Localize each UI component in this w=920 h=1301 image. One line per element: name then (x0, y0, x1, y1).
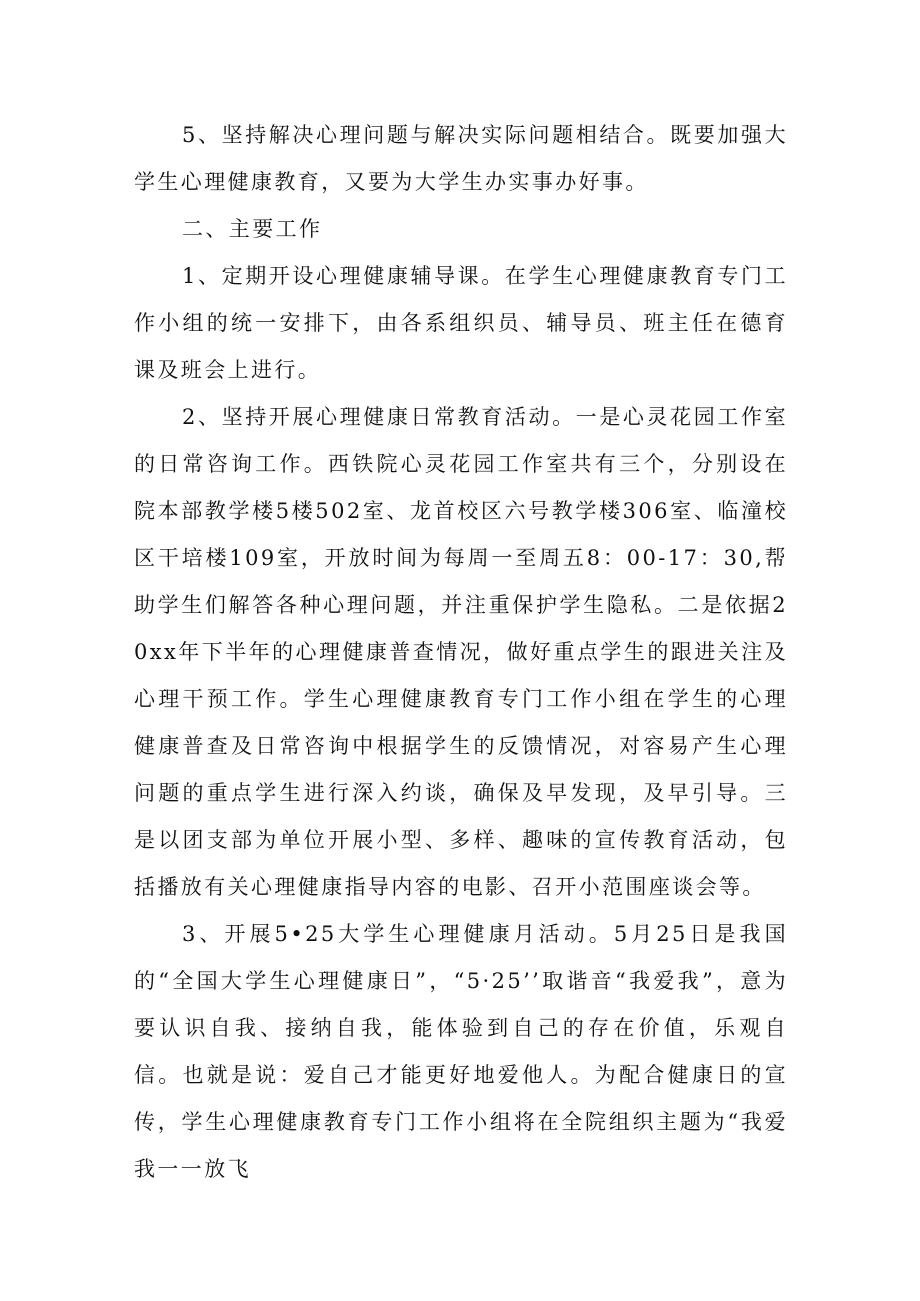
paragraph-work-1: 1、定期开设心理健康辅导课。在学生心理健康教育专门工作小组的统一安排下，由各系组织员、辅导员、班主任在德育课及班会上进行。 (134, 264, 788, 382)
section-heading-main-work: 二、主要工作 (182, 217, 323, 241)
paragraph-work-2: 2、坚持开展心理健康日常教育活动。一是心灵花园工作室的日常咨询工作。西铁院心灵花园工作室共有三个，分别设在院本部教学楼5楼502室、龙首校区六号教学楼306室、临潼校区干培楼109室，开放时间为每周一至周五8：00-17：30,帮助学生们解答各种心理问题，并注重保护学生隐私。二是依据20xx年下半年的心理健康普查情况，做好重点学生的跟进关注及心理干预工作。学生心理健康教育专门工作小组在学生的心理健康普查及日常咨询中根据学生的反馈情况，对容易产生心理问题的重点学生进行深入约谈，确保及早发现，及早引导。三是以团支部为单位开展小型、多样、趣味的宣传教育活动，包括播放有关心理健康指导内容的电影、召开小范围座谈会等。 (134, 405, 788, 899)
document-body (134, 112, 788, 1193)
paragraph-work-3: 3、开展5•25大学生心理健康月活动。5月25日是我国的“全国大学生心理健康日”，“5·25’’取谐音“我爱我”，意为要认识自我、接纳自我，能体验到自己的存在价值，乐观自信。也就是说：爱自己才能更好地爱他人。为配合健康日的宣传，学生心理健康教育专门工作小组将在全院组织主题为“我爱我一一放飞 (134, 922, 788, 1181)
paragraph-principle-5: 5、坚持解决心理问题与解决实际问题相结合。既要加强大学生心理健康教育，又要为大学生办实事办好事。 (134, 123, 788, 194)
